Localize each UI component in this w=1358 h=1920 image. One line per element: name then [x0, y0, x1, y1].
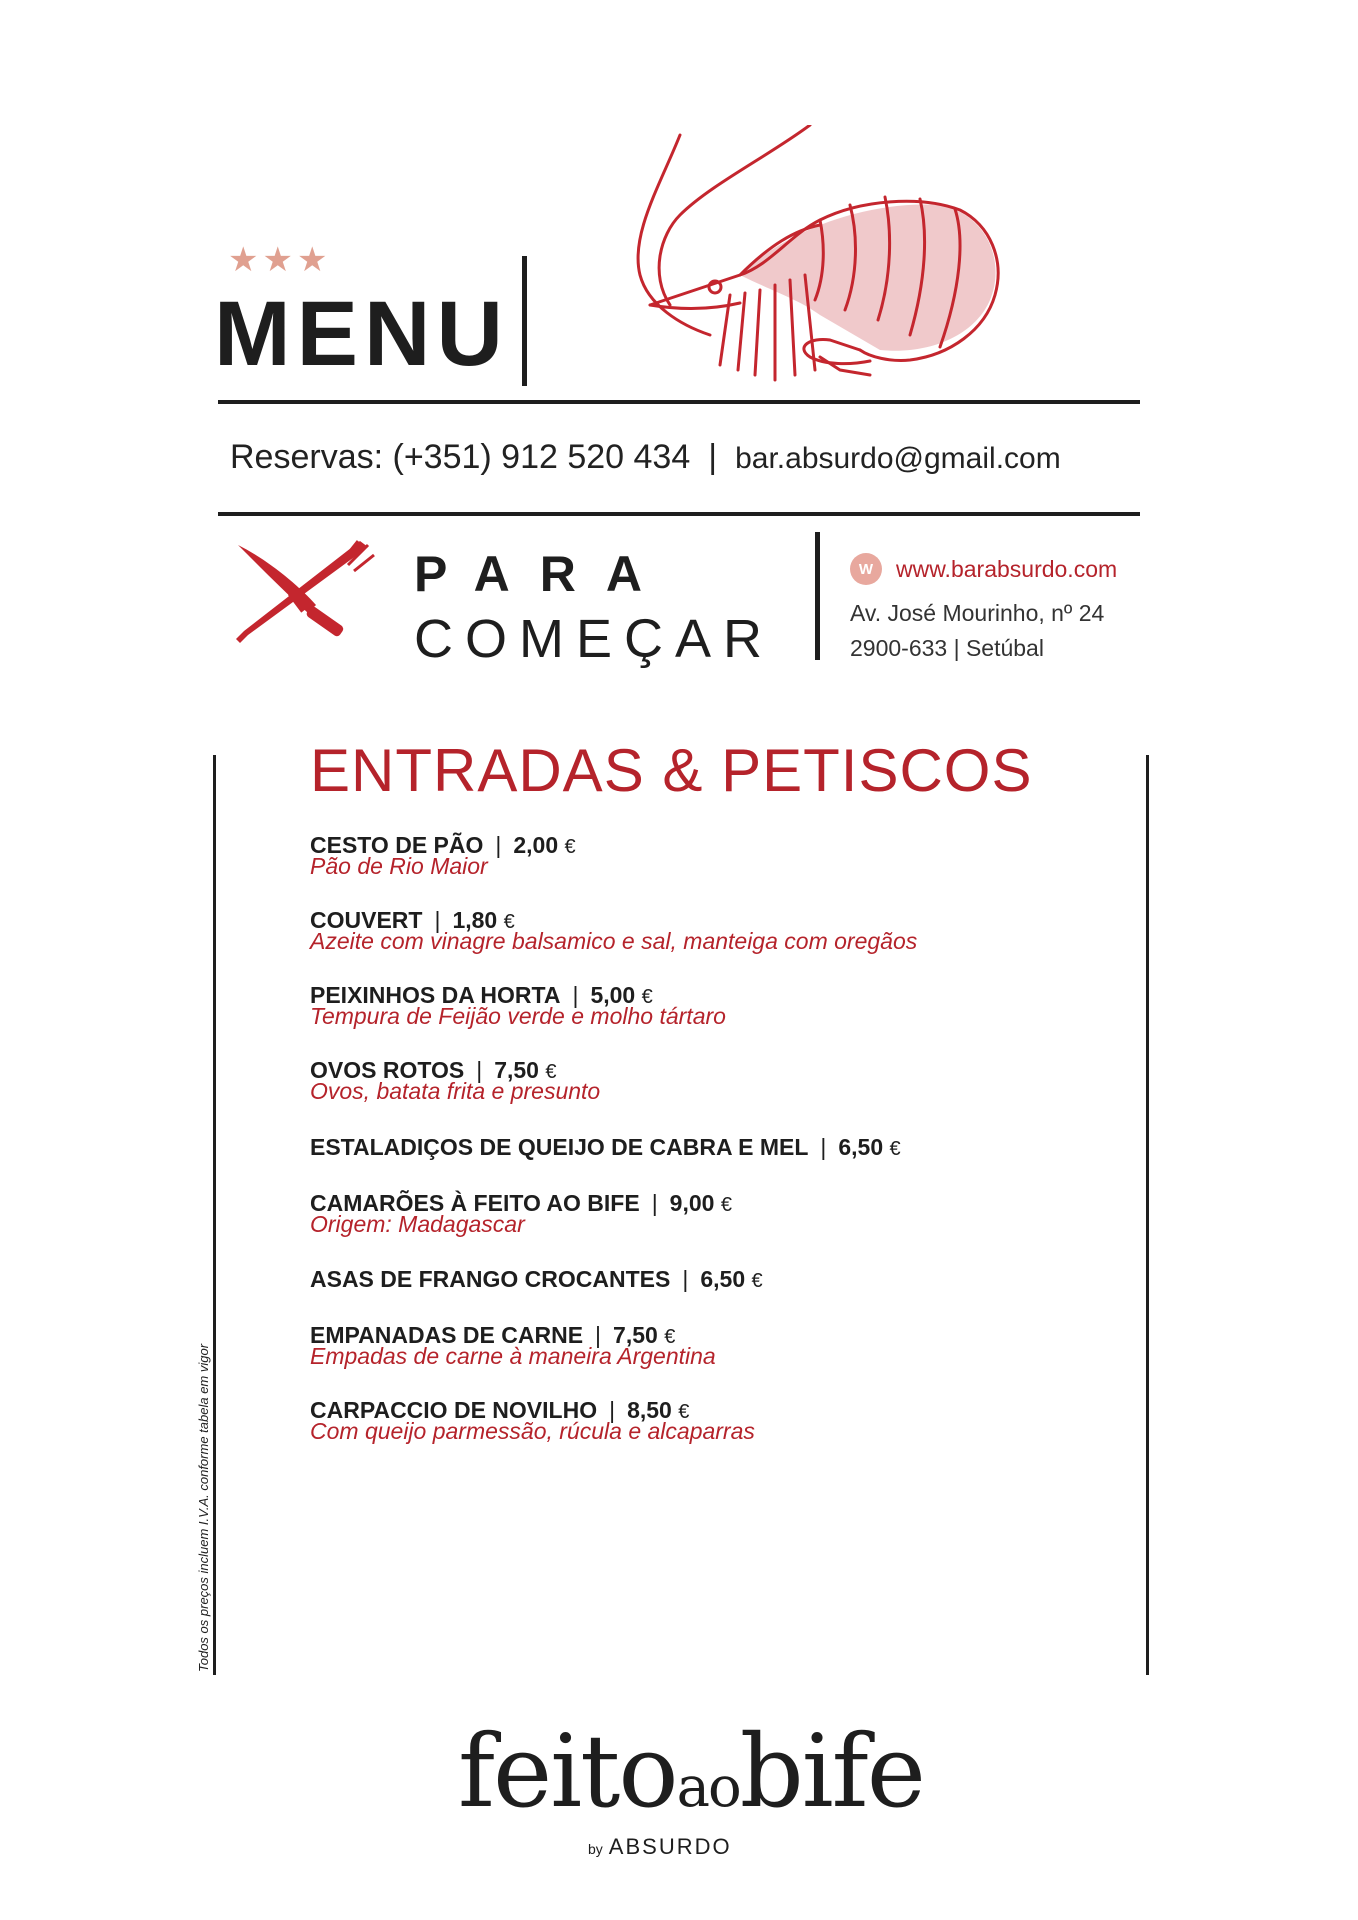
address-line1: Av. José Mourinho, nº 24 [850, 600, 1105, 626]
section-header-line2: COMEÇAR [414, 609, 775, 669]
brand-logo [458, 1713, 924, 1830]
item-name: OVOS ROTOS [310, 1057, 465, 1083]
menu-item: ESTALADIÇOS DE QUEIJO DE CABRA E MEL | 6,50 € [310, 1134, 901, 1160]
frame-left-rule [213, 755, 216, 1675]
item-name: CESTO DE PÃO [310, 832, 484, 858]
item-name: CARPACCIO DE NOVILHO [310, 1397, 598, 1423]
item-description: Tempura de Feijão verde e molho tártaro [310, 1003, 726, 1029]
title-divider [522, 256, 527, 386]
item-currency: € [641, 986, 653, 1008]
byline-brand: ABSURDO [608, 1834, 732, 1859]
item-name: PEIXINHOS DA HORTA [310, 982, 561, 1008]
contact-rule [218, 512, 1140, 516]
menu-item: CESTO DE PÃO | 2,00 € Pão de Rio Maior [310, 832, 576, 879]
item-currency: € [503, 911, 515, 933]
page-title: MENU [214, 283, 509, 385]
logo-part2: ao [676, 1755, 740, 1820]
item-currency: € [751, 1270, 763, 1292]
section-title: ENTRADAS & PETISCOS [310, 737, 1033, 804]
address-line2: 2900-633 | Setúbal [850, 635, 1044, 661]
contact-email[interactable]: bar.absurdo@gmail.com [735, 442, 1061, 475]
logo-part1: feito [458, 1713, 677, 1830]
section-header-line1: PARA [414, 546, 672, 602]
menu-item: CAMARÕES À FEITO AO BIFE | 9,00 € Origem: Madagascar [310, 1190, 732, 1237]
item-name: COUVERT [310, 907, 423, 933]
item-description: Origem: Madagascar [310, 1211, 525, 1237]
menu-item: PEIXINHOS DA HORTA | 5,00 € Tempura de Feijão verde e molho tártaro [310, 982, 726, 1029]
item-description: Empadas de carne à maneira Argentina [310, 1343, 716, 1369]
item-currency: € [564, 836, 576, 858]
item-name: ESTALADIÇOS DE QUEIJO DE CABRA E MEL [310, 1134, 809, 1160]
item-name: EMPANADAS DE CARNE [310, 1322, 584, 1348]
item-name: CAMARÕES À FEITO AO BIFE [310, 1190, 640, 1216]
item-price: 7,50 [494, 1057, 539, 1083]
web-badge-icon: W [850, 553, 882, 585]
byline-by: by [588, 1841, 603, 1857]
item-currency: € [678, 1401, 690, 1423]
item-price: 5,00 [590, 982, 636, 1008]
item-price: 6,50 [838, 1134, 884, 1160]
header-info-divider [815, 532, 820, 660]
item-currency: € [545, 1061, 557, 1083]
item-currency: € [720, 1194, 732, 1216]
logo-part3: bife [739, 1713, 924, 1830]
contact-line [230, 438, 1061, 477]
item-price: 8,50 [627, 1397, 672, 1423]
brand-byline [588, 1834, 732, 1860]
knife-fork-icon [228, 535, 378, 650]
rating-stars: ★★★ [228, 241, 332, 279]
contact-separator: | [708, 438, 718, 476]
menu-item: COUVERT | 1,80 € Azeite com vinagre balsamico e sal, manteiga com oregãos [310, 907, 918, 954]
website-text[interactable]: www.barabsurdo.com [896, 555, 1118, 582]
item-description: Pão de Rio Maior [310, 853, 488, 879]
shrimp-illustration [620, 125, 1020, 405]
menu-item: OVOS ROTOS | 7,50 € Ovos, batata frita e presunto [310, 1057, 601, 1104]
item-price: 7,50 [613, 1322, 658, 1348]
item-description: Ovos, batata frita e presunto [310, 1078, 601, 1104]
item-currency: € [664, 1326, 676, 1348]
menu-item: ASAS DE FRANGO CROCANTES | 6,50 € [310, 1266, 763, 1292]
menu-item: CARPACCIO DE NOVILHO | 8,50 € Com queijo parmessão, rúcula e alcaparras [310, 1397, 755, 1444]
menu-item: EMPANADAS DE CARNE | 7,50 € Empadas de carne à maneira Argentina [310, 1322, 716, 1369]
reservation-phone[interactable]: Reservas: (+351) 912 520 434 [230, 438, 691, 476]
item-currency: € [889, 1138, 901, 1160]
item-description: Com queijo parmessão, rúcula e alcaparras [310, 1418, 755, 1444]
item-price: 1,80 [452, 907, 498, 933]
item-description: Azeite com vinagre balsamico e sal, manteiga com oregãos [310, 928, 918, 954]
item-price: 6,50 [700, 1266, 746, 1292]
header-rule [218, 400, 1140, 404]
website-link[interactable] [850, 553, 1117, 585]
item-name: ASAS DE FRANGO CROCANTES [310, 1266, 671, 1292]
item-price: 2,00 [513, 832, 559, 858]
item-price: 9,00 [669, 1190, 715, 1216]
frame-right-rule [1146, 755, 1149, 1675]
vat-note: Todos os preços incluem I.V.A. conforme tabela em vigor [196, 1343, 211, 1672]
